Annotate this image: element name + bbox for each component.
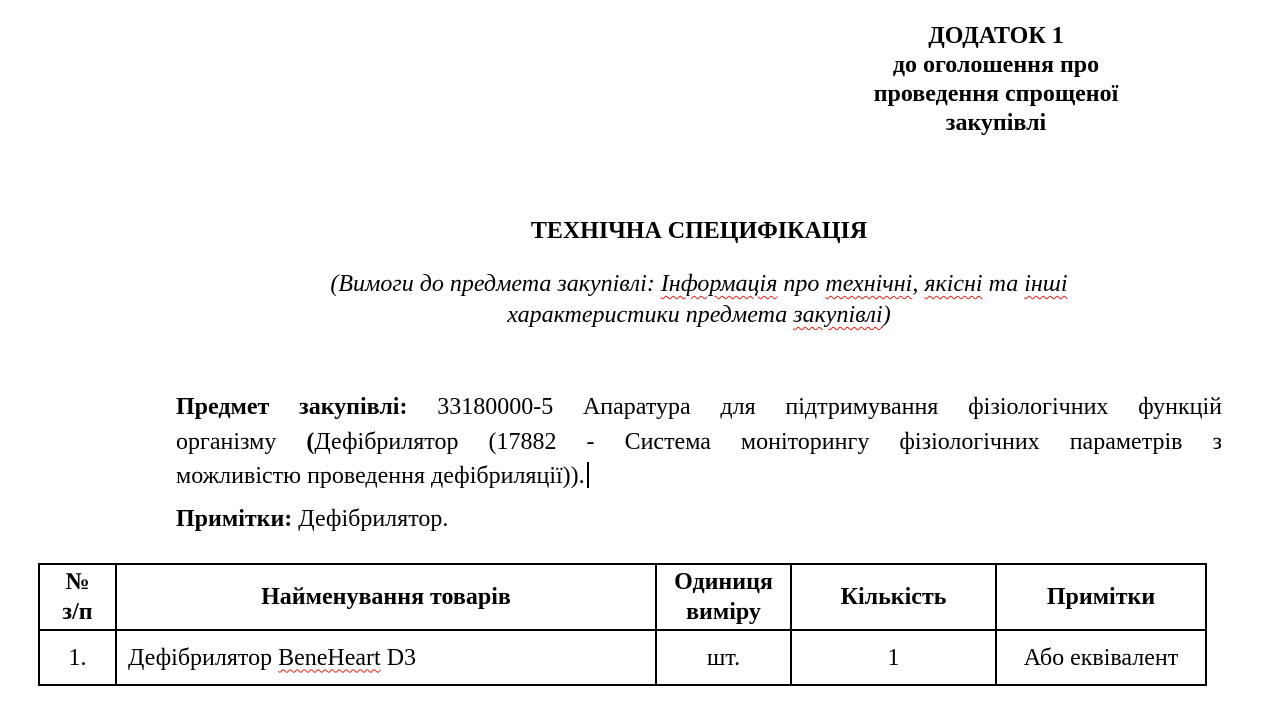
text-segment: Дефібрилятор.	[298, 506, 449, 532]
text-segment: про	[783, 271, 820, 297]
text-segment: (	[306, 428, 315, 455]
text-segment: Дефібрилятор	[128, 644, 273, 671]
notes-label: Примітки:	[176, 506, 293, 532]
text-segment: характеристики предмета	[507, 302, 788, 328]
misspelled-word: Інформація	[660, 271, 778, 297]
requirements-note[interactable]	[176, 269, 1222, 331]
header-cell-name[interactable]: Найменування товарів	[116, 564, 656, 630]
text-segment: 33180000-5 Апаратура для підтримування фізіологічних функцій	[437, 394, 1222, 420]
cell-notes[interactable]: Або еквівалент	[996, 630, 1206, 685]
text-segment: (Вимоги до предмета закупівлі:	[330, 271, 655, 297]
annex-line: до оголошення про	[892, 52, 1100, 78]
header-cell-num[interactable]	[39, 564, 116, 630]
header-line: Одиниця	[674, 569, 773, 595]
text-cursor	[587, 462, 589, 488]
header-line: з/п	[62, 599, 93, 625]
subject-line	[176, 459, 1222, 494]
cell-name[interactable]	[116, 630, 656, 685]
misspelled-word: якісні	[924, 271, 983, 297]
header-cell-notes[interactable]: Примітки	[996, 564, 1206, 630]
note-line	[176, 300, 1222, 331]
cell-unit[interactable]: шт.	[656, 630, 791, 685]
annex-header[interactable]	[840, 22, 1152, 138]
spec-table	[38, 563, 1207, 686]
cell-num[interactable]: 1.	[39, 630, 116, 685]
notes-paragraph[interactable]	[176, 505, 448, 534]
header-cell-unit[interactable]	[656, 564, 791, 630]
misspelled-word: BeneHeart	[278, 644, 381, 671]
misspelled-word: технічні	[825, 271, 913, 297]
subject-line	[176, 390, 1222, 425]
misspelled-word: інші	[1024, 271, 1068, 297]
header-line: виміру	[686, 599, 761, 625]
text-segment: Дефібрилятор (17882 - Система моніторингу фізіологічних параметрів з	[314, 428, 1223, 455]
table-row	[39, 630, 1206, 685]
subject-label: Предмет закупівлі:	[176, 394, 408, 420]
text-segment: організму	[176, 428, 277, 455]
table-header-row	[39, 564, 1206, 630]
header-cell-qty[interactable]: Кількість	[791, 564, 996, 630]
text-segment: та	[988, 271, 1019, 297]
text-segment: )	[882, 302, 891, 328]
cell-qty[interactable]: 1	[791, 630, 996, 685]
document-title: ТЕХНІЧНА СПЕЦИФІКАЦІЯ	[530, 218, 868, 244]
note-line	[176, 269, 1222, 300]
subject-paragraph[interactable]	[176, 390, 1222, 494]
annex-line: проведення спрощеної	[873, 81, 1119, 107]
text-segment: можливістю проведення дефібриляції)).	[176, 463, 585, 489]
annex-line: ДОДАТОК 1	[928, 23, 1064, 49]
misspelled-word: закупівлі	[793, 302, 883, 328]
text-segment: ,	[912, 271, 919, 297]
annex-line: закупівлі	[945, 110, 1047, 136]
header-line: №	[65, 569, 90, 595]
text-segment: D3	[386, 644, 417, 671]
subject-line	[176, 425, 1222, 460]
